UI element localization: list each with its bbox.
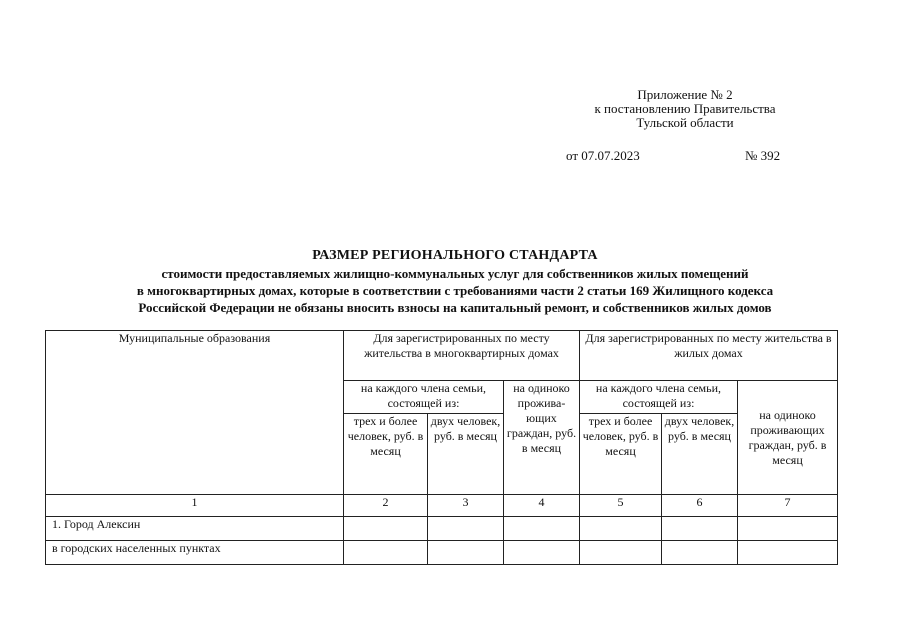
- order-number: № 392: [745, 148, 781, 163]
- column-number: 4: [504, 495, 580, 517]
- header-single-apartments: на одиноко прожива-ющих граждан, руб. в месяц: [504, 381, 580, 495]
- document-subtitle-line3: Российской Федерации не обязаны вносить взносы на капитальный ремонт, и собственников жилых домов: [138, 300, 772, 315]
- row-municipality-name: 1. Город Алексин: [46, 517, 344, 541]
- table-row: [46, 517, 838, 541]
- header-group-houses: Для зарегистрированных по месту жительства в жилых домах: [580, 331, 838, 381]
- column-number: 5: [580, 495, 662, 517]
- appendix-ref: к постановлению Правительства: [594, 101, 776, 116]
- header-three-plus-houses: трех и более человек, руб. в месяц: [580, 414, 662, 495]
- table-cell: [504, 517, 580, 541]
- appendix-block: [560, 88, 810, 130]
- column-number: 2: [344, 495, 428, 517]
- table-cell: [580, 541, 662, 565]
- table-cell: [580, 517, 662, 541]
- header-family-apartments: на каждого члена семьи, состоящей из:: [344, 381, 504, 414]
- table-cell: [428, 541, 504, 565]
- header-two-apartments: двух человек, руб. в месяц: [428, 414, 504, 495]
- header-family-houses: на каждого члена семьи, состоящей из:: [580, 381, 738, 414]
- table-cell: [344, 541, 428, 565]
- column-number: 6: [662, 495, 738, 517]
- table-cell: [738, 541, 838, 565]
- header-two-houses: двух человек, руб. в месяц: [662, 414, 738, 495]
- document-title: РАЗМЕР РЕГИОНАЛЬНОГО СТАНДАРТА: [312, 248, 598, 263]
- appendix-region: Тульской области: [636, 115, 734, 130]
- column-number: 7: [738, 495, 838, 517]
- document-subtitle-line2: в многоквартирных домах, которые в соответствии с требованиями части 2 статьи 169 Жилищного кодекса: [136, 283, 774, 298]
- column-number: 1: [46, 495, 344, 517]
- header-group-apartments: Для зарегистрированных по месту жительства в многоквартирных домах: [344, 331, 580, 381]
- column-number-row: [46, 495, 838, 517]
- header-single-houses: на одиноко проживающих граждан, руб. в месяц: [738, 381, 838, 495]
- table-cell: [344, 517, 428, 541]
- header-three-plus-apartments: трех и более человек, руб. в месяц: [344, 414, 428, 495]
- order-date: от 07.07.2023: [566, 148, 640, 163]
- standard-table: [45, 330, 838, 565]
- table-cell: [428, 517, 504, 541]
- header-municipal: Муниципальные образования: [46, 331, 344, 495]
- document-subtitle-line1: стоимости предоставляемых жилищно-коммунальных услуг для собственников жилых помещений: [161, 266, 749, 281]
- table-cell: [504, 541, 580, 565]
- table-cell: [662, 517, 738, 541]
- document-title-block: [40, 246, 870, 316]
- table-row: [46, 541, 838, 565]
- column-number: 3: [428, 495, 504, 517]
- table-cell: [662, 541, 738, 565]
- table-cell: [738, 517, 838, 541]
- table-header-row-1: [46, 331, 838, 381]
- row-municipality-name: в городских населенных пунктах: [46, 541, 344, 565]
- appendix-title: Приложение № 2: [637, 87, 733, 102]
